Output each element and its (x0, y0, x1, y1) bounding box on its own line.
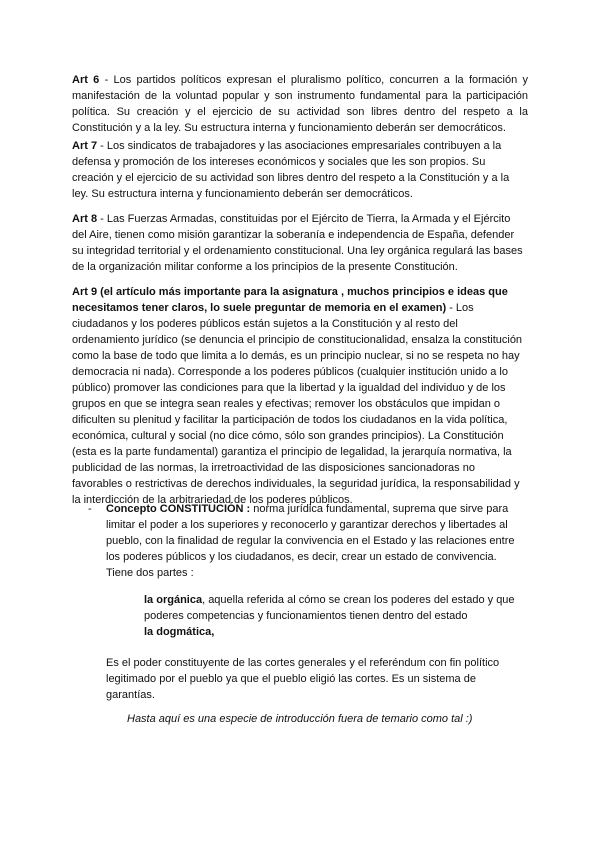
concept-constitution-label: Concepto CONSTITUCIÓN : (106, 503, 251, 515)
article-7-label: Art 7 (72, 140, 98, 152)
concept-constitution-definition: norma jurídica fundamental, suprema que sirve para limitar el poder a los superiores y reconocerlo y garantizar derechos y libertades al pueblo, con la finalidad de regular la convivencia en el Estado y las relaciones entre los poderes públicos y los ciudadanos, es decir, crear un estado de convivencia. Tiene dos partes : (106, 503, 515, 579)
article-6-label: Art 6 (72, 74, 100, 86)
constitution-parts (144, 592, 524, 640)
part-dogmatica: la dogmática, (144, 626, 215, 638)
concept-constitution-text (106, 501, 526, 581)
closing-paragraph: Es el poder constituyente de las cortes generales y el referéndum con fin político legitimado por el pueblo ya que el pueblo eligió las cortes. Es un sistema de garantías. (106, 657, 500, 701)
part-organica-label: la orgánica (144, 594, 203, 606)
article-9 (72, 284, 528, 508)
article-9-label: Art 9 (el artículo más importante para la asignatura , muchos principios e ideas que necesitamos tener claros, lo suele preguntar de memoria en el examen) (72, 286, 508, 314)
article-8-label: Art 8 (72, 213, 98, 225)
part-organica-text: , aquella referida al cómo se crean los poderes del estado y que poderes competencias y funcionamientos tienen dentro del estado (144, 594, 515, 622)
article-8 (72, 211, 528, 275)
intro-note: Hasta aquí es una especie de introducción fuera de temario como tal :) (127, 713, 473, 725)
article-7-text: - Los sindicatos de trabajadores y las asociaciones empresariales contribuyen a la defensa y promoción de los intereses económicos y sociales que les son propios. Su creación y el ejercicio de su actividad son libres dentro del respeto a la Constitución y a la ley. Su estructura interna y funcionamiento deberán ser democráticos. (72, 140, 510, 200)
list-bullet: - (88, 503, 92, 515)
part-organica (144, 592, 524, 624)
article-7 (72, 138, 528, 202)
article-8-text: - Las Fuerzas Armadas, constituidas por el Ejército de Tierra, la Armada y el Ejército del Aire, tienen como misión garantizar la soberanía e independencia de España, defender su integridad territorial y el ordenamiento constitucional. Una ley orgánica regulará las bases de la organización militar conforme a los principios de la presente Constitución. (72, 213, 523, 273)
article-6-text: - Los partidos políticos expresan el pluralismo político, concurren a la formación y manifestación de la voluntad popular y son instrumento fundamental para la participación política. Su creación y el ejercicio de su actividad son libres dentro del respeto a la Constitución y a la ley. Su estructura interna y funcionamiento deberán ser democráticos. (72, 74, 529, 134)
article-9-text: - Los ciudadanos y los poderes públicos están sujetos a la Constitución y al resto del ordenamiento jurídico (se denuncia el principio de constitucionalidad, ensalza la constitución como la base de todo que limita a lo demás, es un principio nuclear, si no se respeta no hay democracia ni nada). Corresponde a los poderes públicos (cualquier institución unido a lo público) promover las condiciones para que la libertad y la igualdad del individuo y de los grupos en que se integra sean reales y efectivas; remover los obstáculos que impidan o dificulten su plenitud y facilitar la participación de todos los ciudadanos en la vida política, económica, cultural y social (no dice cómo, sólo son grandes principios). La Constitución (esta es la parte fundamental) garantiza el principio de legalidad, la jerarquía normativa, la publicidad de las normas, la irretroactividad de las disposiciones sancionadoras no favorables o restrictivas de derechos individuales, la seguridad jurídica, la responsabilidad y la interdicción de la arbitrariedad de los poderes públicos. (72, 302, 523, 506)
article-6 (72, 72, 528, 136)
